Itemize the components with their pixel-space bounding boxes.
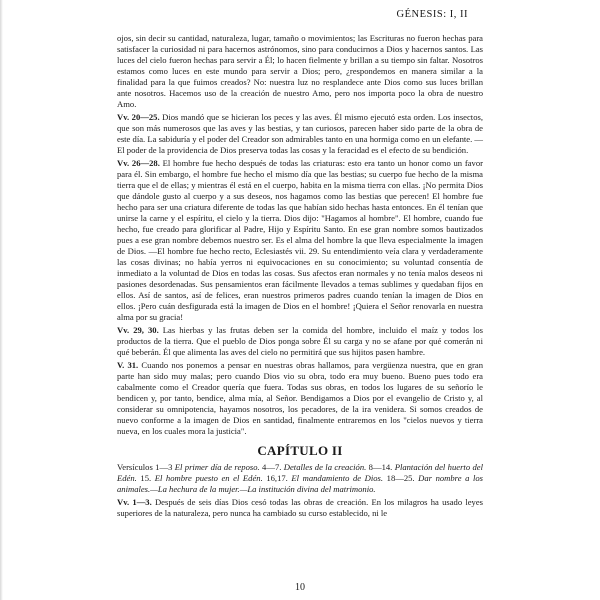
summary-title-6: Dar nombre a los animales.—La hechura de la mujer.—La institución divina del matrimonio. [117,473,483,494]
paragraph-text: Cuando nos ponemos a pensar en nuestras obras hallamos, para vergüenza nuestra, que en gran parte han sido muy malas; pero cuando Dios vio su obra, todo era muy bueno. Bueno pues todo era cabalmente como el Creador quería que fuera. Todas sus obras, en todos los lugares de su señorío le bendicen y, por tanto, bendice, alma mía, al Señor. Bendigamos a Dios por el evangelio de Cristo y, al considerar su omnipotencia, hayamos nosotros, los pecadores, de la ira venidera. Si somos creados de nuevo conforme a la imagen de Dios en santidad, finalmente entraremos en los "cielos nuevos y tierra nueva, en los cuales mora la justicia". [117,360,483,436]
summary-ref-4: 15 [140,473,149,483]
summary-title-1: El primer día de reposo. [174,462,260,472]
chapter-summary: Versículos 1—3 El primer día de reposo. 4—7. Detalles de la creación. 8—14. Plantación del huerto del Edén. 15. El hombre puesto en el Edén. 16,17. El mandamiento de Dios. 18—25. Dar nombre a los animales.—La hechura de la mujer.—La institución divina del matrimonio. [117,462,484,494]
paragraph-text: Dios mandó que se hicieran los peces y las aves. Él mismo ejecutó esta orden. Los insectos, que son más numerosos que las aves y las bestias, y tan curiosos, parecen haber sido parte de la obra de este día. La sabiduría y el poder del Creador son admirables tanto en una hormiga como en un elefante. —El poder de la providencia de Dios preserva todas las cosas y la feracidad es el efecto de su bendición. [117,112,483,155]
verse-label: Vv. 20—25. [117,112,160,122]
summary-ref-2: 4—7 [262,462,280,472]
verse-label: Vv. 1—3. [117,497,152,507]
paragraph-vv-29-30 [117,325,483,358]
verse-label: V. 31. [117,360,139,370]
scan-edge-shadow [0,0,3,600]
paragraph-vv-20-25 [117,112,483,156]
paragraph-text: El hombre fue hecho después de todas las criaturas: esto era tanto un honor como un favor para él. Sin embargo, el hombre fue hecho el mismo día que las bestias; su cuerpo fue hecho de la misma tierra que el de ellas; y mientras él está en el cuerpo, habita en la misma tierra con ellas. ¡No permita Dios que dándole gusto al cuerpo y a sus deseos, nos hagamos como las bestias que perecen! El hombre fue hecho para ser una criatura diferente de todas las que habían sido hechas hasta entonces. En él tenían que unirse la carne y el espíritu, el cielo y la tierra. Dios dijo: "Hagamos al hombre". El hombre, cuando fue hecho, fue creado para glorificar al Padre, Hijo y Espíritu Santo. En ese gran nombre somos bautizados pues a ese gran nombre debemos nuestro ser. Es el alma del hombre la que lleva especialmente la imagen de Dios. —El hombre fue hecho recto, Eclesiastés vii. 29. Su entendimiento veía clara y verdaderamente las cosas divinas; no había yerros ni equivocaciones en su conocimiento; su voluntad consentía de inmediato a la voluntad de Dios en todas las cosas. Sus afectos eran normales y no tenía malos deseos ni pasiones desordenadas. Sus pensamientos eran fácilmente llevados a temas sublimes y quedaban fijos en ellos. Así de santos, así de felices, eran nuestros primeros padres cuando tenían la imagen de Dios en ellos. ¡Pero cuán desfigurada está la imagen de Dios en el hombre! ¡Quiera el Señor renovarla en nuestra alma por su gracia! [117,158,483,322]
paragraph-text: Después de seis días Dios cesó todas las obras de creación. En los milagros ha usado leyes superiores de la naturaleza, pero nunca ha cambiado su curso establecido, ni le [117,497,483,518]
summary-lead: Versículos 1—3 [117,462,173,472]
page-number: 10 [295,582,305,593]
summary-ref-6: 18—25 [386,473,413,483]
summary-title-4: El hombre puesto en el Edén. [154,473,263,483]
paragraph-chapter2-vv-1-3 [117,497,483,519]
summary-ref-3: 8—14 [368,462,391,472]
summary-title-5: El mandamiento de Dios. [291,473,384,483]
verse-label: Vv. 29, 30. [117,325,159,335]
summary-title-3: Plantación del huerto del Edén. [117,462,484,483]
verse-label: Vv. 26—28. [117,158,160,168]
paragraph-v-31 [117,360,483,437]
paragraph-text: Las hierbas y las frutas deben ser la comida del hombre, incluido el maíz y todos los productos de la tierra. Que el pueblo de Dios ponga sobre Él su carga y no se afane por qué comerán ni qué beberán. Él que alimenta las aves del cielo no permitirá que sus hijitos pasen hambre. [117,325,483,357]
summary-ref-5: 16,17 [266,473,286,483]
paragraph-continuation [117,33,483,110]
chapter-title: CAPÍTULO II [257,443,343,458]
running-head: GÉNESIS: I, II [396,9,468,20]
summary-title-2: Detalles de la creación. [283,462,367,472]
page-content [117,33,483,521]
paragraph-text: ojos, sin decir su cantidad, naturaleza, lugar, tamaño o movimientos; las Escrituras no fueron hechas para satisfacer la curiosidad ni para hacernos astrónomos, sino para conducirnos a Dios y hacernos santos. Las luces del cielo fueron hechas para servir a Él; lo hacen fielmente y brillan a su tiempo sin faltar. Nosotros estamos como luces en este mundo para servir a Dios; pero, ¿respondemos en manera similar a la finalidad para la que fuimos creados? No: nuestra luz no resplandece ante Dios como sus luces brillan ante nosotros. Hacemos uso de la creación de nuestro Amo, pero nos importa poco la obra de nuestro Amo. [117,33,483,109]
paragraph-vv-26-28 [117,158,483,323]
